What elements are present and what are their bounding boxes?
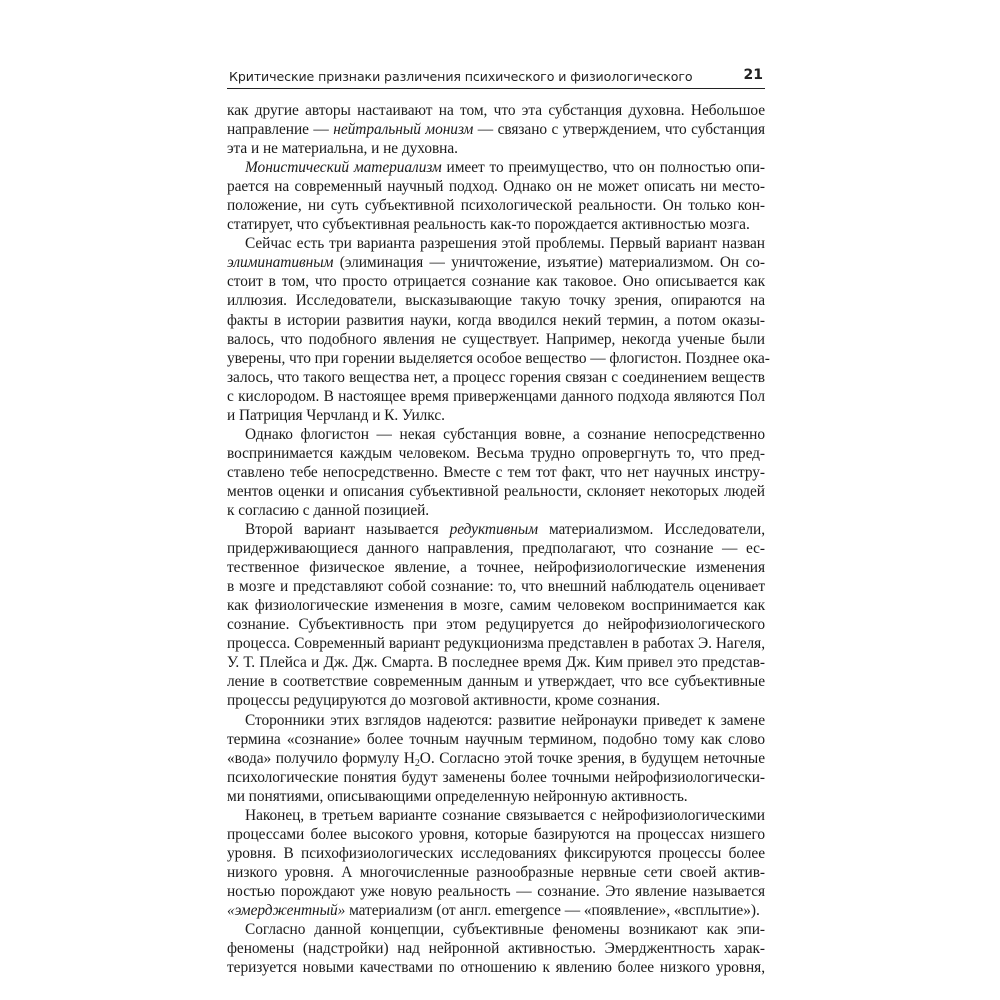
page-number: 21	[743, 67, 763, 83]
text-line: процессы редуцируются до мозговой активности, кроме сознания.	[227, 692, 661, 710]
text-line: как другие авторы настаивают на том, что эта субстанция духовна. Небольшое	[227, 102, 765, 119]
text-line: теризуется новыми качествами по отношению к явлению более низкого уровня,	[227, 959, 765, 977]
text-line: в мозге и представляют собой сознание: то, что внешний наблюдатель оценивает	[227, 578, 765, 596]
text-line: Монистический материализм имеет то преимущество, что он полностью опи-	[245, 159, 765, 177]
text-line: стоит в том, что просто отрицается сознание как таковое. Оно описывается как	[227, 273, 765, 291]
chapter-title: Критические признаки различения психического и физиологического	[229, 69, 693, 84]
text-line: процесса. Современный вариант редукционизма представлен в работах Э. Нагеля,	[227, 635, 765, 653]
text-line: тественное физическое явление, а точнее, нейрофизиологические изменения	[227, 559, 765, 577]
text-line: с кислородом. В настоящее время приверженцами данного подхода являются Пол	[227, 387, 765, 405]
text-line: сознание. Субъективность при этом редуцируется до нейрофизиологического	[227, 616, 765, 634]
text-line: придерживающиеся данного направления, предполагают, что сознание — ес-	[227, 540, 765, 558]
text-line: залось, что такого вещества нет, а процесс горения связан с соединением веществ	[227, 368, 765, 386]
text-line: термина «сознание» более точным научным термином, подобно тому как слово	[227, 730, 765, 748]
text-line: положение, ни суть субъективной психологической реальности. Он только кон-	[227, 197, 765, 215]
text-line: ми понятиями, описывающими определенную нейронную активность.	[227, 787, 688, 805]
text-line: валось, что подобного явления не существует. Например, некогда ученые были	[227, 330, 765, 348]
text-line: Наконец, в третьем варианте сознание связывается с нейрофизиологическими	[245, 806, 765, 824]
text-line: ментов оценки и описания субъективной реальности, склоняет некоторых людей	[227, 482, 765, 500]
text-line: к согласию с данной позицией.	[227, 501, 430, 519]
text-line: Сейчас есть три варианта разрешения этой проблемы. Первый вариант назван	[245, 235, 765, 253]
text-line: процессами более высокого уровня, которые базируются на процессах низшего	[227, 825, 765, 843]
book-page	[227, 66, 770, 977]
text-line: и Патриция Черчланд и К. Уилкс.	[227, 406, 445, 424]
text-line: как физиологические изменения в мозге, самим человеком воспринимается как	[227, 597, 765, 615]
text-line: эта и не материальна, и не духовна.	[227, 140, 458, 158]
text-line: направление — нейтральный монизм — связано с утверждением, что субстанция	[227, 121, 765, 139]
text-line: Однако флогистон — некая субстанция вовне, а сознание непосредственно	[245, 425, 765, 443]
text-line: «вода» получило формулу $H_2O$. Согласно этой точке зрения, в будущем неточные	[227, 749, 766, 769]
text-line: уровня. В психофизиологических исследованиях фиксируются процессы более	[227, 844, 765, 862]
running-head	[227, 66, 765, 89]
text-line: ставлено тебе непосредственно. Вместе с тем тот факт, что нет научных инстру-	[227, 463, 765, 481]
text-line: ностью порождают уже новую реальность — сознание. Это явление называется	[227, 882, 765, 900]
text-line: уверены, что при горении выделяется особое вещество — флогистон. Позднее ока-	[227, 349, 770, 367]
text-line: Согласно данной концепции, субъективные феномены возникают как эпи-	[245, 921, 765, 939]
text-line: факты в истории развития науки, когда вводился некий термин, а потом оказы-	[227, 311, 765, 329]
text-line: феномены (надстройки) над нейронной активностью. Эмерджентность харак-	[227, 940, 765, 958]
body-text	[227, 101, 770, 977]
text-line: статирует, что субъективная реальность как-то порождается активностью мозга.	[227, 216, 750, 234]
text-line: психологические понятия будут заменены более точными нейрофизиологически-	[227, 768, 765, 786]
text-line: воспринимается каждым человеком. Весьма трудно опровергнуть то, что пред-	[227, 444, 765, 462]
text-line: «эмерджентный» материализм (от англ. emergence — «появление», «всплытие»).	[227, 901, 760, 919]
text-line: низкого уровня. А многочисленные разнообразные нервные сети своей актив-	[227, 863, 765, 881]
text-line: Сторонники этих взглядов надеются: развитие нейронауки приведет к замене	[245, 711, 765, 729]
text-line: У. Т. Плейса и Дж. Дж. Смарта. В последнее время Дж. Ким привел это представ-	[227, 654, 765, 672]
text-line: Второй вариант называется редуктивным материализмом. Исследователи,	[245, 521, 766, 539]
text-line: элиминативным (элиминация — уничтожение, изъятие) материализмом. Он со-	[227, 254, 765, 272]
text-line: иллюзия. Исследователи, высказывающие такую точку зрения, опираются на	[227, 292, 765, 310]
text-line: ление в соответствие современным данным и утверждает, что все субъективные	[227, 673, 765, 691]
text-line: рается на современный научный подход. Однако он не может описать ни место-	[227, 178, 765, 196]
